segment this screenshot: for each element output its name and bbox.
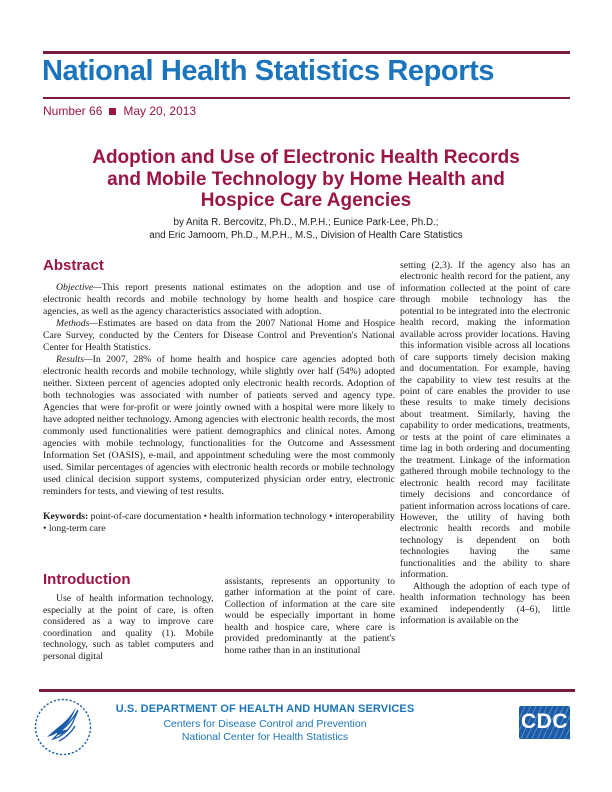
- byline: [0, 217, 612, 242]
- keywords-text: point-of-care documentation • health information technology • interoperability • long-term care: [43, 511, 395, 534]
- masthead-top-rule: [43, 51, 570, 54]
- abstract-heading: Abstract: [43, 257, 104, 274]
- keywords-line: [43, 511, 395, 535]
- footer-center: National Center for Health Statistics: [181, 731, 349, 743]
- article-title-line: Hospice Care Agencies: [200, 190, 412, 211]
- introduction-heading: Introduction: [43, 571, 131, 588]
- square-bullet-icon: [109, 108, 116, 115]
- right-column-paragraph: Although the adoption of each type of health information technology has been examined independently (4–6), little information is available on the: [400, 580, 570, 627]
- right-column: [400, 260, 570, 627]
- footer-department: U.S. DEPARTMENT OF HEALTH AND HUMAN SERVICES: [115, 703, 415, 715]
- introduction-column-2: [225, 574, 396, 662]
- keywords-label: Keywords:: [43, 511, 89, 522]
- paragraph-text: This report presents national estimates on the adoption and use of electronic health records and mobile technology by home health and hospice care agencies, as well as the agency characteristics associated with adoption.: [43, 282, 395, 317]
- masthead-bottom-rule: [43, 97, 570, 99]
- issue-date: May 20, 2013: [123, 104, 197, 118]
- cdc-trademark: ™: [566, 737, 571, 743]
- paragraph-text: In 2007, 28% of home health and hospice care agencies adopted both electronic health records and mobile technology, while slightly over half (54%) adopted neither. Sixteen percent of agencies adopted only electronic health records. Adoption of both technologies was associated with number of patients served and agency type. Agencies that were for-profit or were jointly owned with a hospital were more likely to have adopted neither technology. Among agencies with electronic health records, the most commonly used functionalities were patient demographics and clinical notes. Among agencies with mobile technology, functionalities for the Outcome and Assessment Information Set (OASIS), e-mail, and appointment scheduling were the most commonly used. Similar percentages of agencies with electronic health records or mobile technology used clinical decision support systems, computerized physician order entry, electronic reminders for tests, and viewing of test results.: [43, 354, 395, 497]
- paragraph-lead: Objective—: [56, 282, 102, 293]
- paragraph-lead: Results—: [56, 354, 93, 365]
- byline-line: by Anita R. Bercovitz, Ph.D., M.P.H.; Eunice Park-Lee, Ph.D.;: [173, 217, 439, 228]
- right-column-paragraph: setting (2,3). If the agency also has an electronic health record for the patient, any information collected at the point of care through mobile technology has the potential to be integrated into the electronic health record, making the information available across provider locations. Having this information visible across all locations of care supports timely decision making and documentation. For example, having the capability to view test results at the point of care enables the provider to use these results to make timely decisions about treatment. Similarly, having the capability to order medications, treatments, or tests at the point of care eliminates a time lag in both ordering and documenting the treatment. Linkage of the information gathered through mobile technology to the electronic health record may facilitate timely decisions and concordance of patient information across locations of care. However, the utility of having both electronic health records and mobile technology is dependent on both technologies having the same functionalities and the ability to share information.: [400, 260, 571, 581]
- introduction-paragraph-continued: assistants, represents an opportunity to gather information at the point of care. Collection of information at the care site would be especially important in home health and hospice care, where care is provided predominantly at the patient's home rather than in an institutional: [224, 576, 395, 656]
- article-title-line: and Mobile Technology by Home Health and: [107, 168, 505, 190]
- issue-number: Number 66: [43, 104, 103, 118]
- footer-text-block: [110, 703, 420, 743]
- abstract-paragraph-results: [43, 354, 395, 498]
- footer-agency: Centers for Disease Control and Prevention: [163, 718, 367, 730]
- article-title: [0, 147, 612, 212]
- article-title-line: Adoption and Use of Electronic Health Records: [92, 147, 520, 168]
- introduction-paragraph: Use of health information technology, especially at the point of care, is often considered as a way to improve care coordination and quality (1). Mobile technology, such as tablet computers and personal digital: [43, 593, 214, 662]
- abstract-section: [43, 257, 395, 535]
- footer-rule: [39, 689, 575, 692]
- byline-line: and Eric Jamoom, Ph.D., M.P.H., M.S., Division of Health Care Statistics: [149, 229, 463, 241]
- paragraph-text: Estimates are based on data from the 2007 National Home and Hospice Care Survey, conducted by the Centers for Disease Control and Prevention's National Center for Health Statistics.: [43, 318, 395, 353]
- hhs-seal-icon: [33, 697, 93, 757]
- abstract-paragraph-objective: [43, 282, 395, 318]
- introduction-section: [43, 571, 395, 662]
- masthead-title: National Health Statistics Reports: [42, 55, 495, 87]
- issue-line: [43, 104, 196, 118]
- cdc-logo: CDC: [519, 706, 570, 739]
- abstract-paragraph-methods: [43, 318, 395, 354]
- paragraph-lead: Methods—: [56, 318, 98, 329]
- introduction-column-1: [43, 571, 214, 662]
